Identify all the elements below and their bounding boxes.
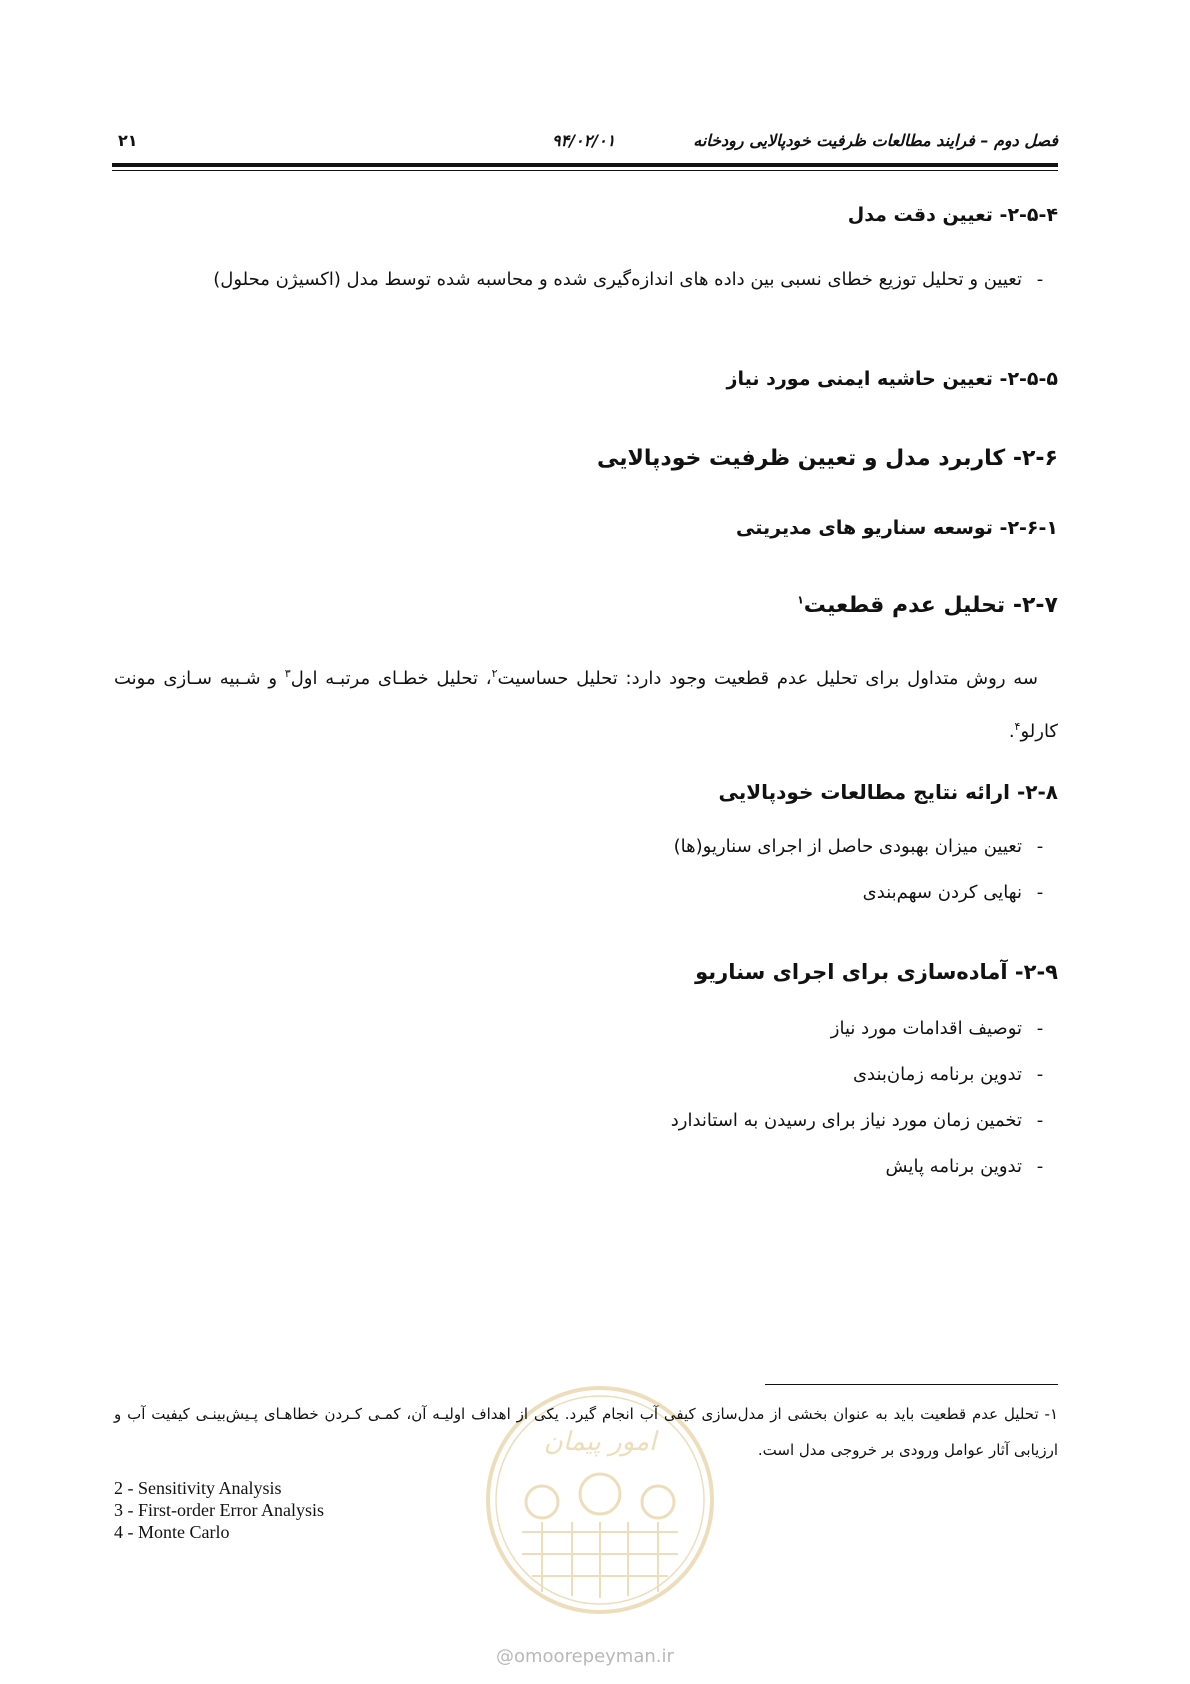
watermark-site [496, 1646, 674, 1667]
running-header-title: فصل دوم – فرایند مطالعات ظرفیت خودپالایی رودخانه [693, 131, 1058, 150]
bullet-2-5-4 [114, 256, 1058, 304]
bullet-dash: - [1036, 882, 1044, 903]
footnote-ref-4: ۴ [1014, 720, 1021, 733]
footnote-ref-2: ۲ [491, 667, 498, 680]
bullet-2-8-1 [674, 836, 1058, 857]
para-end: . [1008, 721, 1015, 742]
bullet-dash: - [1036, 836, 1044, 857]
heading-2-9: ۲-۹- آماده‌سازی برای اجرای سناریو [695, 960, 1058, 984]
header-rule-thin [112, 170, 1058, 171]
bullet-text: تعیین و تحلیل توزیع خطای نسبی بین داده های اندازه‌گیری شده و محاسبه شده توسط مدل (اکسیژن محلول) [213, 269, 1022, 290]
watermark-logo-text: امور پیمان [543, 1427, 657, 1457]
heading-2-7-text: ۲-۷- تحلیل عدم قطعیت [803, 593, 1058, 618]
heading-2-6-1: ۲-۶-۱- توسعه سناریو های مدیریتی [736, 517, 1058, 539]
footnote-2: 2 - Sensitivity Analysis [114, 1478, 282, 1498]
page-number: ۲۱ [118, 131, 138, 150]
footnote-rule [765, 1384, 1058, 1385]
heading-2-7 [797, 593, 1058, 618]
bullet-text: تدوین برنامه پایش [885, 1156, 1022, 1177]
header-rule-thick [112, 163, 1058, 167]
footnote-ref-1: ۱ [797, 593, 804, 607]
bullet-2-9-1 [831, 1018, 1058, 1039]
bullet-text: توصیف اقدامات مورد نیاز [830, 1018, 1022, 1039]
bullet-text: نهایی کردن سهم‌بندی [862, 882, 1022, 903]
para-part1: سه روش متداول برای تحلیل عدم قطعیت وجود دارد: تحلیل حساسیت [497, 668, 1038, 689]
para-part2: ، تحلیل خطـای مرتبـه اول [290, 668, 492, 689]
watermark-site-text: omoorepeyman.ir [514, 1646, 674, 1667]
running-header-date: ۹۴/۰۲/۰۱ [552, 131, 616, 150]
heading-2-5-4: ۲-۵-۴- تعیین دقت مدل [847, 204, 1058, 226]
heading-2-8: ۲-۸- ارائه نتایج مطالعات خودپالایی [718, 780, 1058, 804]
bullet-2-9-2 [853, 1064, 1058, 1085]
bullet-text: تدوین برنامه زمان‌بندی [852, 1064, 1022, 1085]
heading-2-6: ۲-۶- کاربرد مدل و تعیین ظرفیت خودپالایی [596, 446, 1058, 471]
bullet-2-9-4 [886, 1156, 1059, 1177]
bullet-2-9-3 [671, 1110, 1058, 1131]
bullet-2-8-2 [863, 882, 1058, 903]
bullet-text: تعیین میزان بهبودی حاصل از اجرای سناریو(ها) [673, 836, 1022, 857]
at-icon: @ [496, 1646, 514, 1667]
footnote-3: 3 - First-order Error Analysis [114, 1500, 324, 1520]
heading-2-5-5: ۲-۵-۵- تعیین حاشیه ایمنی مورد نیاز [726, 368, 1058, 390]
bullet-dash: - [1036, 1156, 1044, 1177]
footnote-ref-3: ۳ [284, 667, 291, 680]
bullet-dash: - [1036, 1110, 1044, 1131]
para-part3: و شـبیه سـازی مونت کارلو [114, 668, 1058, 742]
paragraph-uncertainty-methods [114, 650, 1058, 756]
footnote-4: 4 - Monte Carlo [114, 1522, 230, 1542]
bullet-dash: - [1036, 1018, 1044, 1039]
footnote-1: ۱- تحلیل عدم قطعیت باید به عنوان بخشی از مدل‌سازی کیفی آب انجام گیرد. یکی از اهداف اولیـه آن، کمـی کـردن خطاهـای پـیش‌بینـی کیفیت آب و ارزیابی آثار عوامل ورودی بر خروجی مدل است. [114, 1405, 1058, 1459]
bullet-dash: - [1036, 1064, 1044, 1085]
bullet-dash: - [1036, 269, 1044, 290]
bullet-text: تخمین زمان مورد نیاز برای رسیدن به استاندارد [670, 1110, 1022, 1131]
